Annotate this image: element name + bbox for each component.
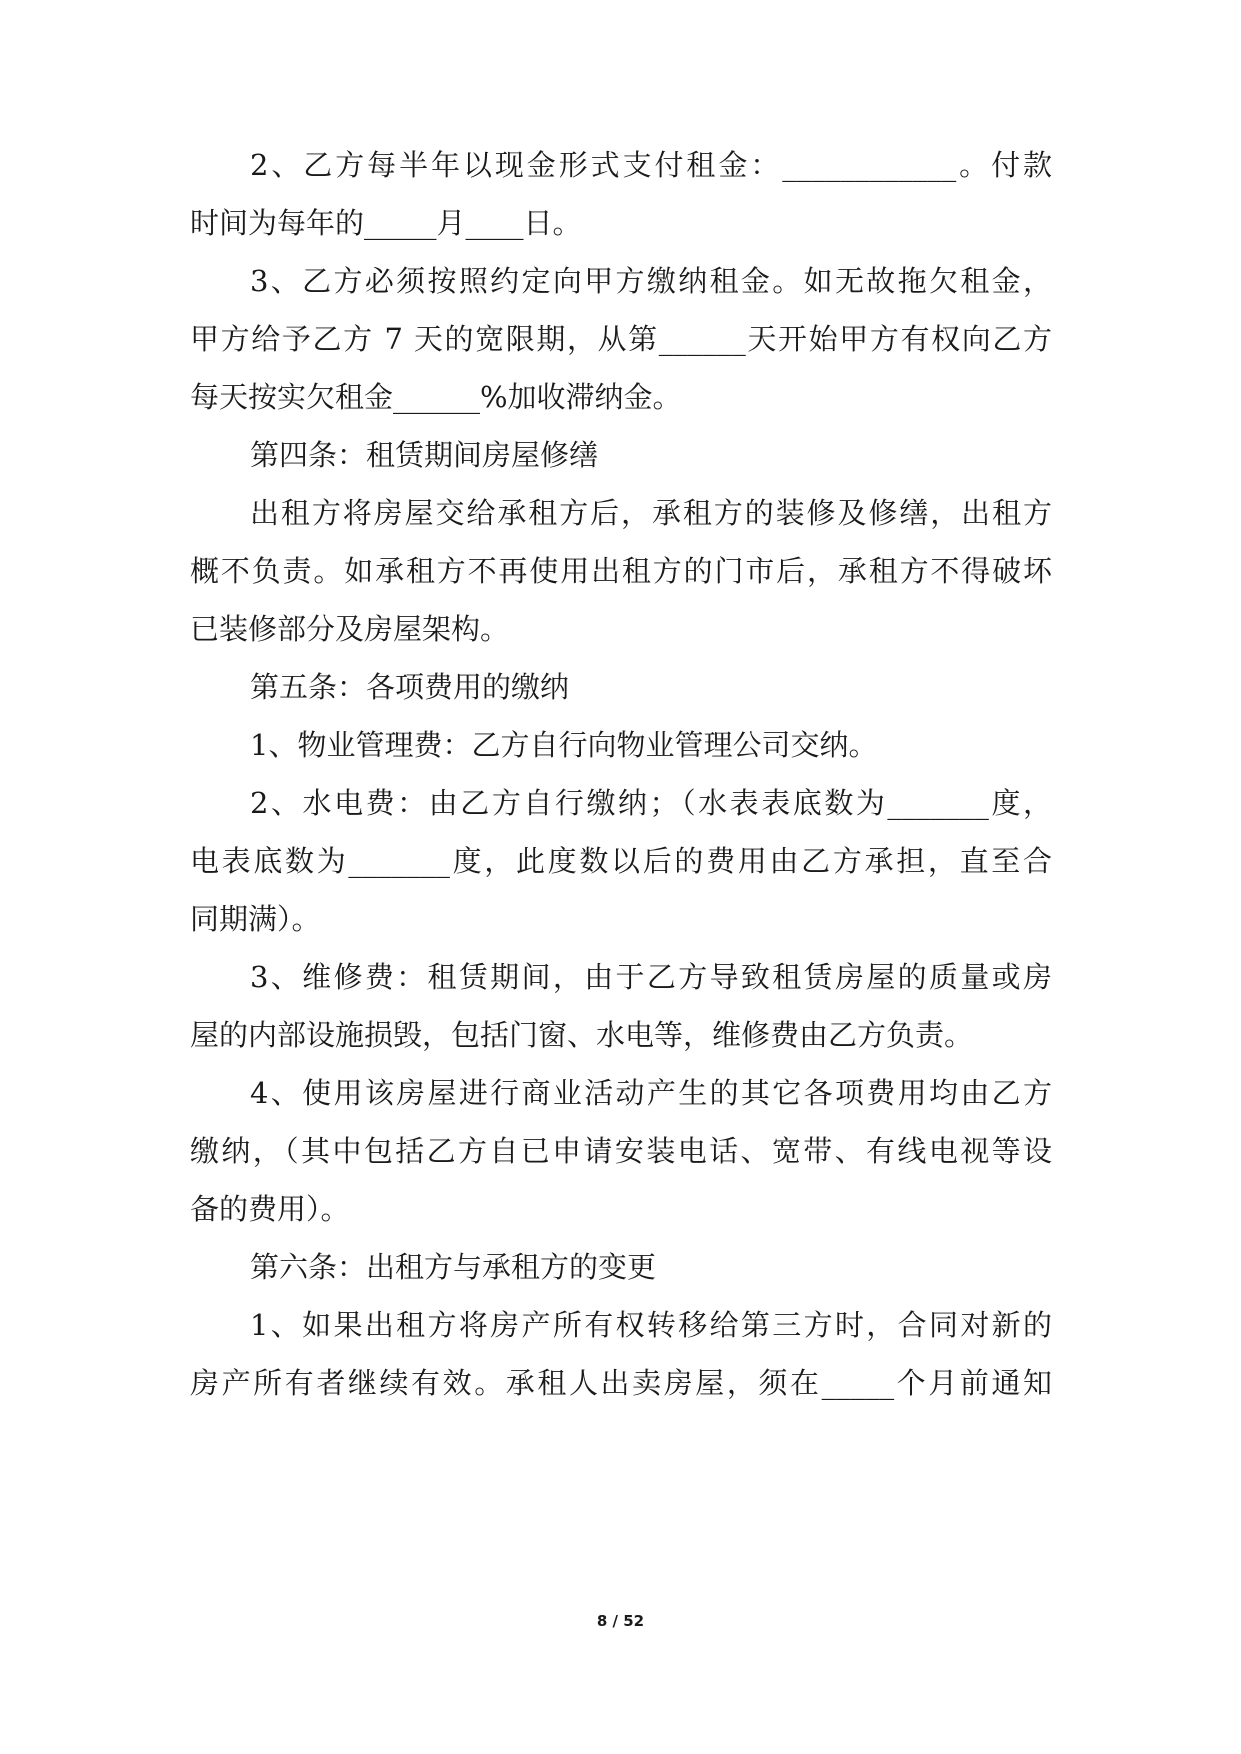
text-line: 同期满）。	[190, 902, 321, 936]
text-line: 屋的内部设施损毁，包括门窗、水电等，维修费由乙方负责。	[190, 1018, 974, 1052]
text-line: 缴纳，（其中包括乙方自已申请安装电话、宽带、有线电视等设	[190, 1134, 1052, 1168]
text-line: 2、水电费：由乙方自行缴纳；（水表表底数为_______度，	[250, 786, 1052, 820]
text-line: 房产所有者继续有效。承租人出卖房屋，须在_____个月前通知	[190, 1366, 1052, 1400]
section-heading: 第六条：出租方与承租方的变更	[250, 1250, 657, 1284]
text-line: 2、乙方每半年以现金形式支付租金：____________。付款	[250, 148, 1052, 182]
text-line: 出租方将房屋交给承租方后，承租方的装修及修缮，出租方	[250, 496, 1052, 530]
text-line: 甲方给予乙方 7 天的宽限期，从第______天开始甲方有权向乙方	[190, 322, 1052, 356]
text-line: 已装修部分及房屋架构。	[190, 612, 510, 646]
text-line: 备的费用）。	[190, 1192, 350, 1226]
page-number: 8 / 52	[596, 1612, 645, 1630]
text-line: 概不负责。如承租方不再使用出租方的门市后，承租方不得破坏	[190, 554, 1052, 588]
text-line: 3、维修费：租赁期间，由于乙方导致租赁房屋的质量或房	[250, 960, 1052, 994]
section-heading: 第四条：租赁期间房屋修缮	[250, 438, 599, 472]
text-line: 电表底数为_______度，此度数以后的费用由乙方承担，直至合	[190, 844, 1052, 878]
section-heading: 第五条：各项费用的缴纳	[250, 670, 570, 704]
text-line: 时间为每年的_____月____日。	[190, 206, 582, 240]
text-line: 4、使用该房屋进行商业活动产生的其它各项费用均由乙方	[250, 1076, 1052, 1110]
text-line: 3、乙方必须按照约定向甲方缴纳租金。如无故拖欠租金，	[250, 264, 1052, 298]
text-line: 每天按实欠租金______%加收滞纳金。	[190, 380, 682, 414]
text-line: 1、物业管理费：乙方自行向物业管理公司交纳。	[250, 728, 878, 762]
text-line: 1、如果出租方将房产所有权转移给第三方时，合同对新的	[250, 1308, 1052, 1342]
